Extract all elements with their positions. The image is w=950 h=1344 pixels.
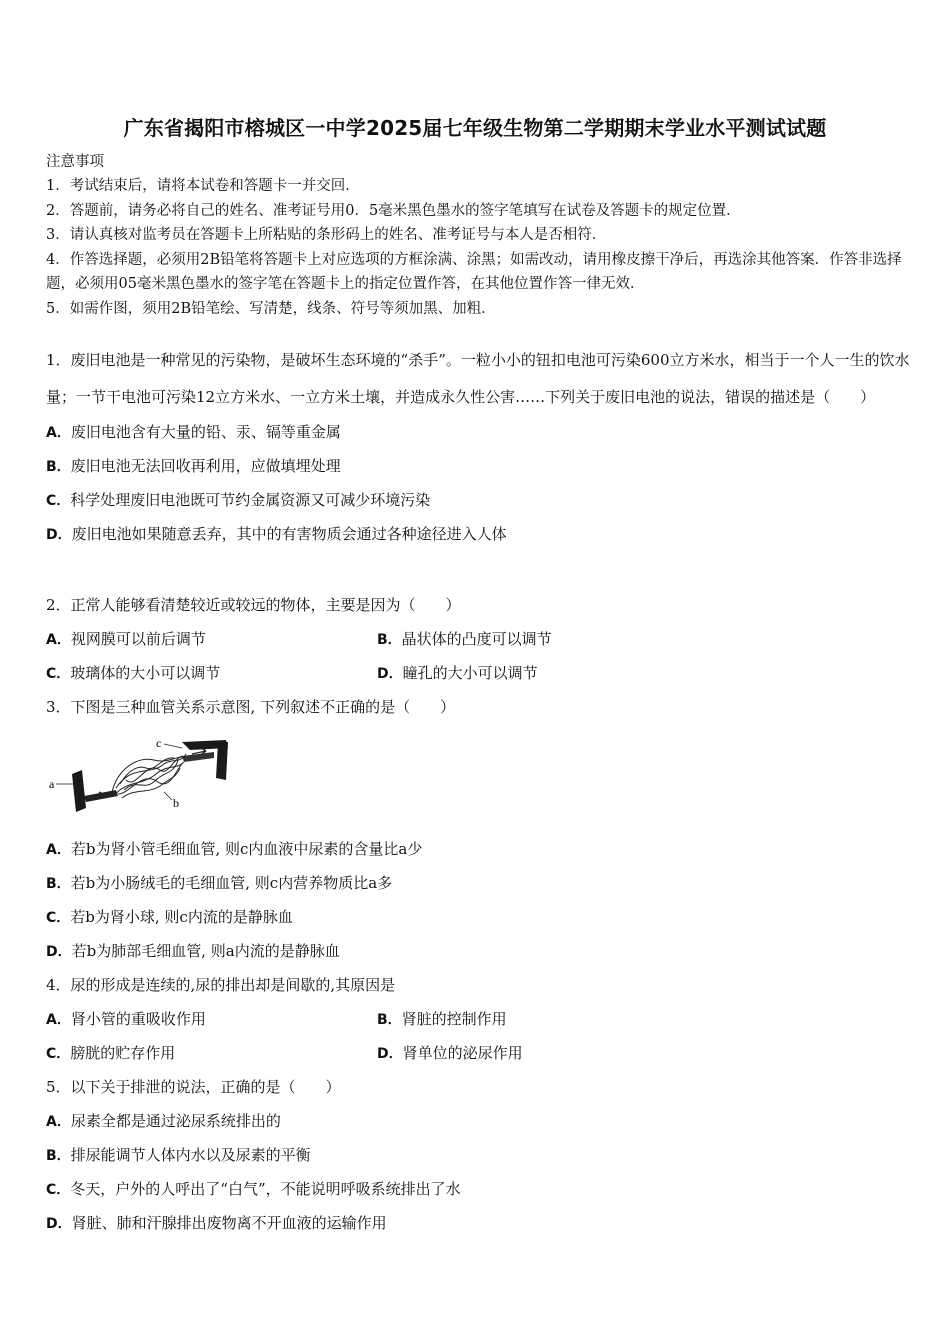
- notice-item: 4．作答选择题，必须用2B铅笔将答题卡上对应选项的方框涂满、涂黑；如需改动，请用橡皮擦干净后，再选涂其他答案．作答非选择题，必须用05毫米黑色墨水的签字笔在答题卡上的指定位置作答，在其他位置作答一律无效．: [46, 251, 902, 292]
- option-a: [46, 1104, 916, 1138]
- option-b: [46, 1138, 916, 1172]
- option-text: 冬天，户外的人呼出了“白气”，不能说明呼吸系统排出了水: [70, 1180, 461, 1198]
- capillary-network: [112, 754, 186, 798]
- option-text: 废旧电池含有大量的铅、汞、镉等重金属: [70, 423, 341, 441]
- option-text: 排尿能调节人体内水以及尿素的平衡: [70, 1146, 311, 1164]
- option-letter: D．: [377, 1046, 403, 1062]
- option-letter: B．: [377, 1012, 402, 1028]
- option-row: [46, 622, 916, 656]
- option-letter: D．: [377, 666, 403, 682]
- label-c: c: [156, 736, 162, 750]
- question-stem: 5．以下关于排泄的说法，正确的是（ ）: [46, 1078, 341, 1096]
- option-c: [46, 900, 916, 934]
- option-text: 肾脏的控制作用: [401, 1010, 507, 1028]
- option-text: 玻璃体的大小可以调节: [70, 664, 221, 682]
- option-a: [46, 1002, 377, 1036]
- option-letter: C．: [46, 493, 71, 509]
- option-letter: C．: [46, 666, 71, 682]
- question-1: [46, 342, 916, 551]
- option-letter: B．: [46, 876, 71, 892]
- option-letter: C．: [46, 910, 71, 926]
- option-text: 尿素全都是通过泌尿系统排出的: [70, 1112, 281, 1130]
- option-letter: D．: [46, 944, 72, 960]
- option-letter: D．: [46, 527, 72, 543]
- question-stem: 4．尿的形成是连续的,尿的排出却是间歇的,其原因是: [46, 976, 396, 994]
- option-b: [46, 449, 916, 483]
- option-text: 瞳孔的大小可以调节: [402, 664, 538, 682]
- option-d: [46, 934, 916, 968]
- notice-heading: 注意事项: [46, 154, 104, 170]
- label-line-c: [164, 744, 182, 748]
- vessel-a-shape: [72, 770, 86, 812]
- question-3-options: [46, 832, 916, 968]
- option-text: 视网膜可以前后调节: [70, 630, 206, 648]
- notice-item: 2．答题前，请务必将自己的姓名、准考证号用0．5毫米黑色墨水的签字笔填写在试卷及答题卡的规定位置．: [46, 202, 741, 219]
- option-b: [377, 1002, 708, 1036]
- notice-item: 5．如需作图，须用2B铅笔绘、写清楚，线条、符号等须加黑、加粗．: [46, 300, 496, 317]
- question-5: [46, 1070, 916, 1240]
- option-text: 若b为肾小球, 则c内流的是静脉血: [70, 908, 293, 926]
- option-a: [46, 622, 377, 656]
- question-4: [46, 968, 916, 1070]
- option-letter: C．: [46, 1182, 71, 1198]
- option-letter: B．: [46, 459, 71, 475]
- question-2: [46, 588, 916, 690]
- option-text: 废旧电池如果随意丢弃，其中的有害物质会通过各种途径进入人体: [71, 525, 507, 543]
- option-b: [46, 866, 916, 900]
- option-d: [377, 656, 708, 690]
- option-text: 若b为小肠绒毛的毛细血管, 则c内营养物质比a多: [70, 874, 393, 892]
- option-a: [46, 415, 916, 449]
- question-stem: 3．下图是三种血管关系示意图, 下列叙述不正确的是（ ）: [46, 698, 456, 716]
- option-c: [46, 656, 377, 690]
- option-text: 若b为肾小管毛细血管, 则c内血液中尿素的含量比a少: [70, 840, 423, 858]
- option-d: [46, 1206, 916, 1240]
- option-letter: A．: [46, 1012, 71, 1028]
- option-text: 肾单位的泌尿作用: [402, 1044, 523, 1062]
- question-stem: 2．正常人能够看清楚较近或较远的物体，主要是因为（ ）: [46, 596, 461, 614]
- option-b: [377, 622, 708, 656]
- option-d: [46, 517, 916, 551]
- option-c: [46, 1036, 377, 1070]
- option-letter: B．: [377, 632, 402, 648]
- option-row: [46, 1036, 916, 1070]
- option-text: 晶状体的凸度可以调节: [401, 630, 552, 648]
- option-row: [46, 656, 916, 690]
- vessel-c-shape: [216, 742, 228, 780]
- option-c: [46, 1172, 916, 1206]
- option-letter: A．: [46, 1114, 71, 1130]
- option-text: 若b为肺部毛细血管, 则a内流的是静脉血: [71, 942, 340, 960]
- option-row: [46, 1002, 916, 1036]
- notice-section: [46, 150, 906, 321]
- option-c: [46, 483, 916, 517]
- label-b: b: [173, 796, 179, 810]
- notice-item: 1．考试结束后，请将本试卷和答题卡一并交回．: [46, 178, 360, 194]
- label-a: a: [49, 777, 55, 791]
- option-d: [377, 1036, 708, 1070]
- label-line-b: [164, 792, 172, 800]
- notice-item: 3．请认真核对监考员在答题卡上所粘贴的条形码上的姓名、准考证号与本人是否相符．: [46, 227, 607, 243]
- option-a: [46, 832, 916, 866]
- option-text: 科学处理废旧电池既可节约金属资源又可减少环境污染: [70, 491, 431, 509]
- page-title: 广东省揭阳市榕城区一中学2025届七年级生物第二学期期末学业水平测试试题: [123, 116, 827, 140]
- option-letter: A．: [46, 842, 71, 858]
- blood-vessel-diagram: [46, 734, 236, 814]
- option-text: 肾小管的重吸收作用: [70, 1010, 206, 1028]
- option-letter: A．: [46, 632, 71, 648]
- blood-vessel-svg: [46, 734, 236, 814]
- question-3: [46, 690, 916, 724]
- option-letter: A．: [46, 425, 71, 441]
- question-stem: 1．废旧电池是一种常见的污染物，是破坏生态环境的“杀手”。一粒小小的钮扣电池可污染600立方米水，相当于一个人一生的饮水量；一节干电池可污染12立方米水、一立方米土壤，并造成永久性公害……下列关于废旧电池的说法，错误的描述是（ ）: [46, 351, 910, 406]
- option-letter: D．: [46, 1216, 72, 1232]
- option-text: 肾脏、肺和汗腺排出废物离不开血液的运输作用: [71, 1214, 387, 1232]
- option-letter: B．: [46, 1148, 71, 1164]
- option-letter: C．: [46, 1046, 71, 1062]
- option-text: 废旧电池无法回收再利用，应做填埋处理: [70, 457, 341, 475]
- option-text: 膀胱的贮存作用: [70, 1044, 176, 1062]
- vessel-c-branch: [182, 752, 214, 762]
